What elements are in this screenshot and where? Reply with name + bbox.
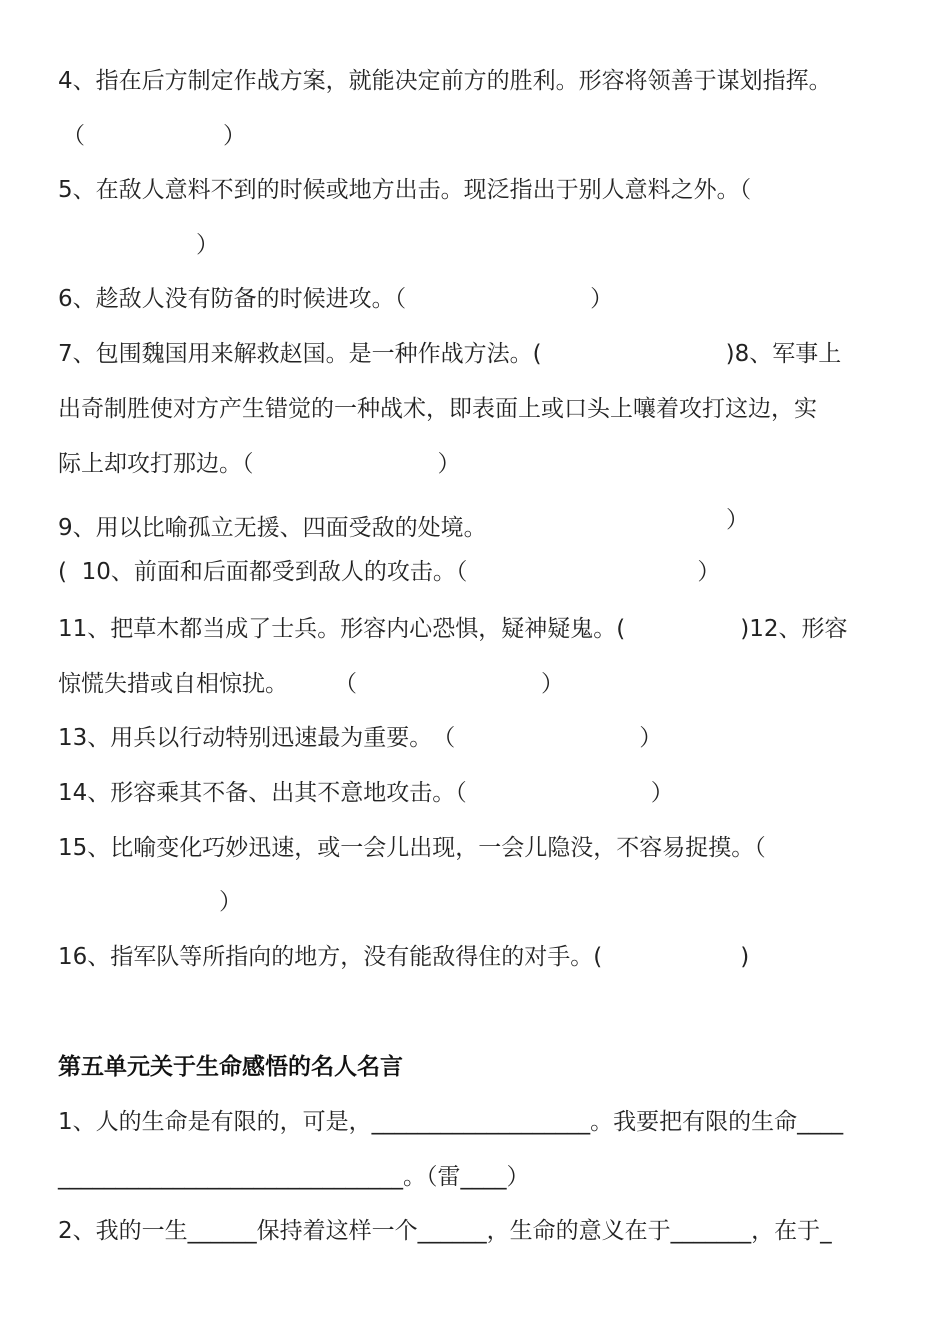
answer-blank-5: ） [58, 232, 219, 258]
question-15: 15、比喻变化巧妙迅速，或一会儿出现，一会儿隐没，不容易捉摸。（ [58, 835, 766, 861]
question-10: ( 10、前面和后面都受到敌人的攻击。（ ） [58, 559, 721, 585]
question-7: 7、包围魏国用来解救赵国。是一种作战方法。( )8、军事上 [58, 341, 842, 367]
question-13: 13、用兵以行动特别迅速最为重要。 （ ） [58, 725, 663, 751]
question-9: 9、用以比喻孤立无援、四面受敌的处境。 [58, 515, 487, 541]
section-title: 第五单元关于生命感悟的名人名言 [58, 1054, 403, 1080]
quote-1-cont: ______________________________。（雷____） [58, 1164, 530, 1190]
question-4: 4、指在后方制定作战方案，就能决定前方的胜利。形容将领善于谋划指挥。 [58, 68, 832, 94]
answer-blank-15: ） [58, 889, 242, 915]
question-11: 11、把草木都当成了士兵。形容内心恐惧，疑神疑鬼。( )12、形容 [58, 616, 848, 642]
question-5: 5、在敌人意料不到的时候或地方出击。现泛指出于别人意料之外。（ [58, 177, 752, 203]
question-8: 出奇制胜使对方产生错觉的一种战术，即表面上或口头上嚷着攻打这边，实 [58, 396, 817, 422]
question-14: 14、形容乘其不备、出其不意地攻击。（ ） [58, 780, 674, 806]
question-16: 16、指军队等所指向的地方，没有能敌得住的对手。( ) [58, 944, 750, 970]
question-6: 6、趁敌人没有防备的时候进攻。（ ） [58, 286, 614, 312]
quote-2: 2、我的一生______保持着这样一个______，生命的意义在于_______，在于_ [58, 1218, 832, 1244]
question-12: 惊慌失措或自相惊扰。 （ ） [58, 671, 564, 697]
quote-1: 1、人的生命是有限的，可是，___________________。我要把有限的生命____ [58, 1109, 844, 1135]
answer-blank-4: （ ） [62, 123, 246, 149]
answer-blank-9-close: ） [726, 507, 749, 533]
question-8-cont: 际上却攻打那边。（ ） [58, 451, 461, 477]
